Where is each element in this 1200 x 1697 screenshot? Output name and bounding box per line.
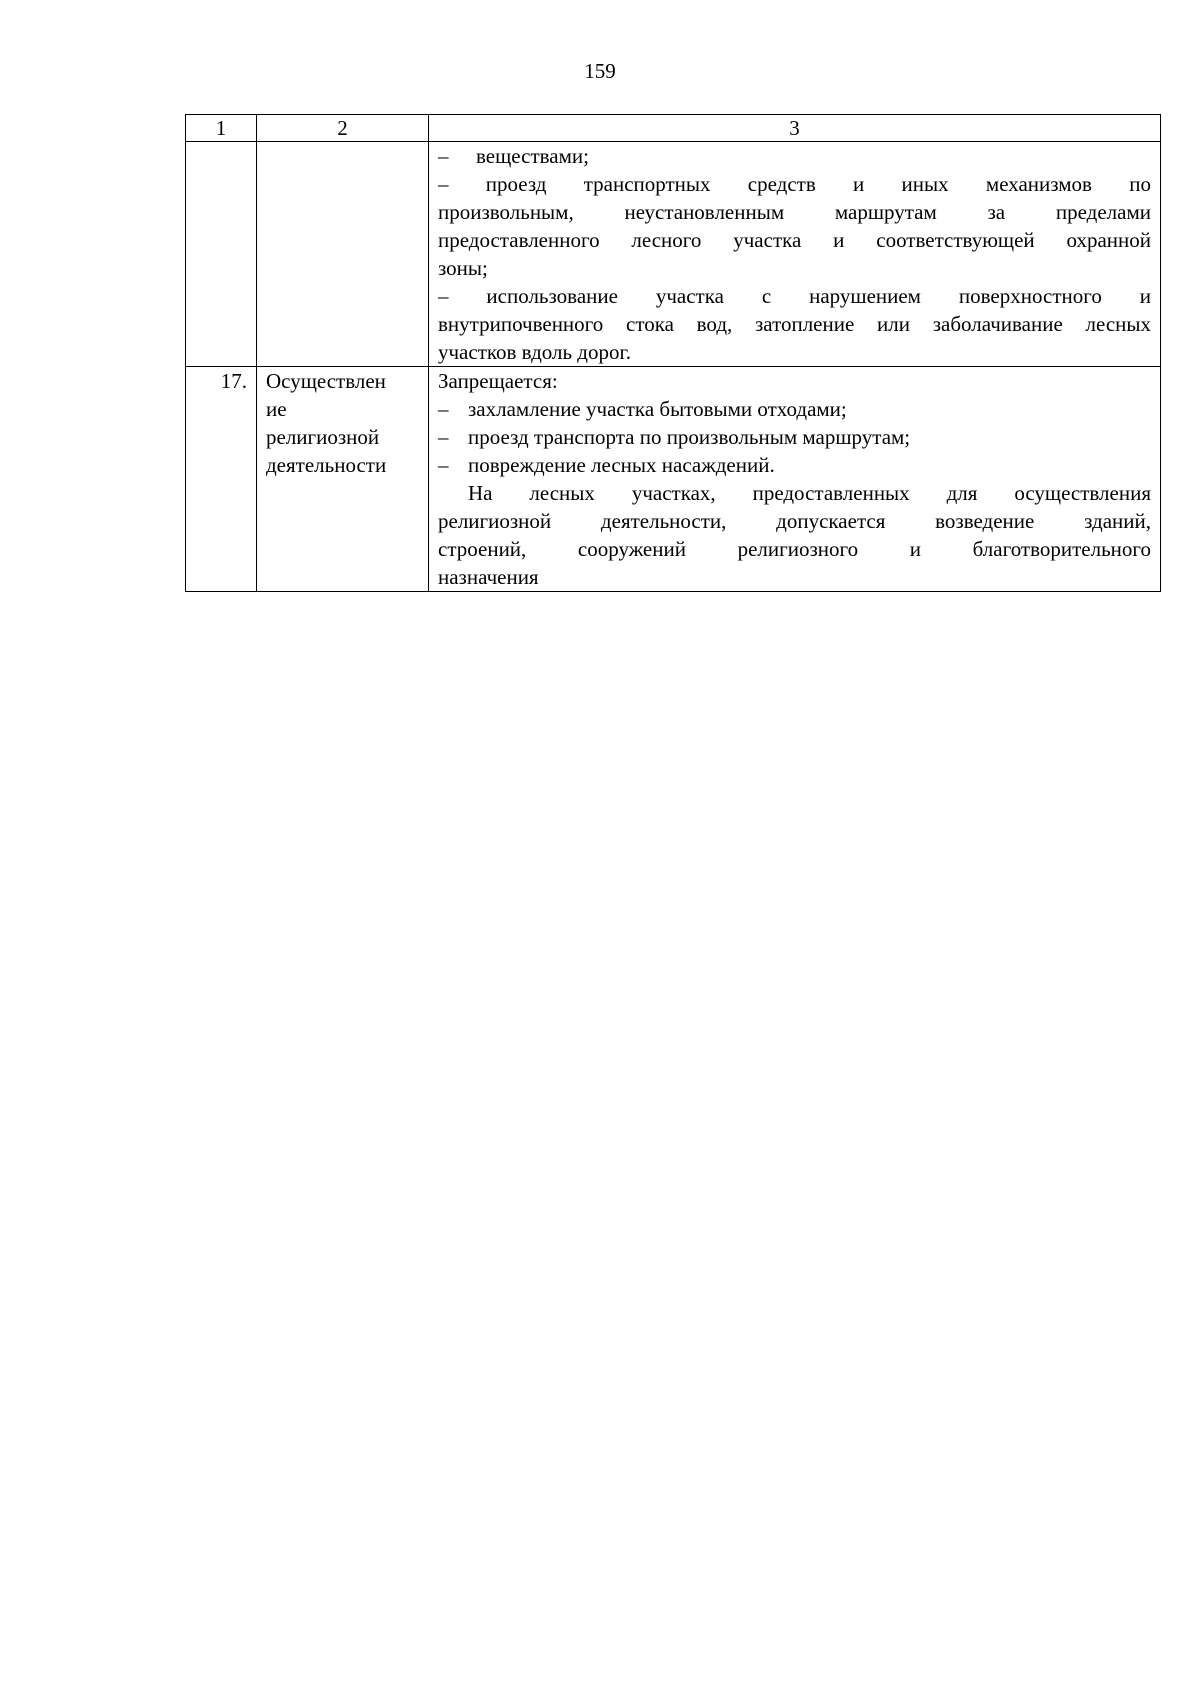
header-col-3: 3 (429, 115, 1161, 142)
permitted-paragraph-line: назначения (438, 565, 539, 589)
requirement-text: веществами; (476, 144, 589, 168)
prohibited-item-text: повреждение лесных насаждений. (468, 453, 775, 477)
dash-marker: – (438, 144, 449, 168)
header-col-1: 1 (186, 115, 257, 142)
requirement-line: зоны; (438, 256, 488, 280)
activity-line: ие (266, 397, 287, 421)
table-row-17 (186, 367, 1161, 592)
permitted-text: На лесных участках, предоставленных для осуществления (468, 481, 1151, 505)
requirement-line: предоставленного лесного участка и соответствующей охранной (438, 228, 1151, 252)
permitted-paragraph-line: строений, сооружений религиозного и благотворительного (438, 537, 1151, 561)
prohibited-item (438, 395, 1151, 423)
row-number: 17. (186, 367, 257, 592)
requirements-cell (429, 367, 1161, 592)
requirement-line: внутрипочвенного стока вод, затопление или заболачивание лесных (438, 312, 1151, 336)
activity-type-cell (257, 367, 429, 592)
header-row (186, 115, 1161, 142)
header-col-2: 2 (257, 115, 429, 142)
activity-line: деятельности (266, 453, 387, 477)
continuation-row (186, 142, 1161, 367)
requirement-line (438, 142, 1151, 170)
requirement-line: участков вдоль дорог. (438, 340, 631, 364)
permitted-paragraph-line: религиозной деятельности, допускается возведение зданий, (438, 509, 1151, 533)
requirement-line: – проезд транспортных средств и иных механизмов по (438, 172, 1151, 196)
dash-marker: – (438, 453, 449, 477)
regulations-table (185, 114, 1161, 592)
prohibited-item-text: захламление участка бытовыми отходами; (468, 397, 847, 421)
continuation-number-cell (186, 142, 257, 367)
page-number: 159 (584, 59, 616, 83)
permitted-paragraph-line (438, 479, 1151, 507)
activity-line: Осуществлен (266, 369, 386, 393)
dash-marker: – (438, 425, 449, 449)
prohibited-item (438, 451, 1151, 479)
prohibited-heading: Запрещается: (438, 369, 558, 393)
continuation-activity-cell (257, 142, 429, 367)
prohibited-item-text: проезд транспорта по произвольным маршрутам; (468, 425, 911, 449)
activity-line: религиозной (266, 425, 380, 449)
requirement-line: произвольным, неустановленным маршрутам за пределами (438, 200, 1151, 224)
dash-marker: – (438, 397, 449, 421)
requirement-line: – использование участка с нарушением поверхностного и (438, 284, 1151, 308)
prohibited-item (438, 423, 1151, 451)
continuation-requirements-cell (429, 142, 1161, 367)
